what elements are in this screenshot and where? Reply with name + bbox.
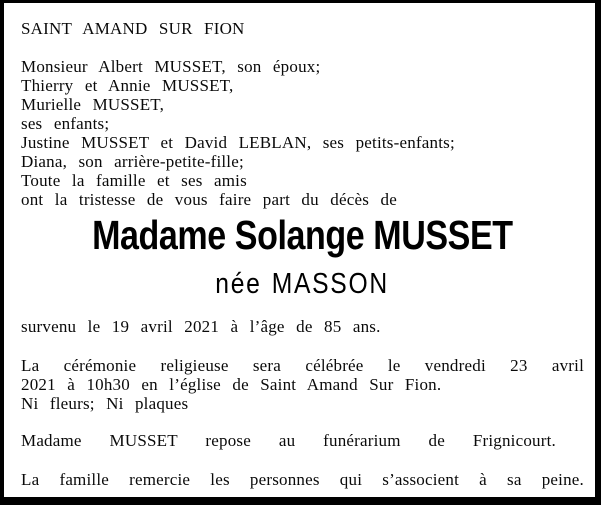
family-line: ses enfants;: [21, 114, 110, 133]
repose-line: Madame MUSSET repose au funérarium de Frignicourt.: [21, 431, 556, 450]
maiden-name: née MASSON: [215, 268, 390, 300]
thanks-line: La famille remercie les personnes qui s’associent à sa peine.: [21, 470, 584, 489]
ceremony-line-1: La cérémonie religieuse sera célébrée le vendredi 23 avril: [21, 356, 584, 375]
family-line: ont la tristesse de vous faire part du décès de: [21, 190, 397, 209]
family-list: [21, 57, 584, 209]
family-line: Murielle MUSSET,: [21, 95, 165, 114]
family-line: Toute la famille et ses amis: [21, 171, 247, 190]
deceased-name-row: [21, 212, 584, 258]
family-line: Thierry et Annie MUSSET,: [21, 76, 234, 95]
maiden-name-row: [21, 268, 584, 300]
ceremony-line-2: 2021 à 10h30 en l’église de Saint Amand Sur Fion.: [21, 375, 442, 394]
family-line: Monsieur Albert MUSSET, son époux;: [21, 57, 321, 76]
deceased-name: Madame Solange MUSSET: [92, 212, 513, 258]
family-line: Justine MUSSET et David LEBLAN, ses petits-enfants;: [21, 133, 455, 152]
city-name: SAINT AMAND SUR FION: [21, 19, 245, 38]
flowers-line: Ni fleurs; Ni plaques: [21, 394, 189, 413]
family-line: Diana, son arrière-petite-fille;: [21, 152, 244, 171]
death-date-line: survenu le 19 avril 2021 à l’âge de 85 ans.: [21, 317, 381, 336]
